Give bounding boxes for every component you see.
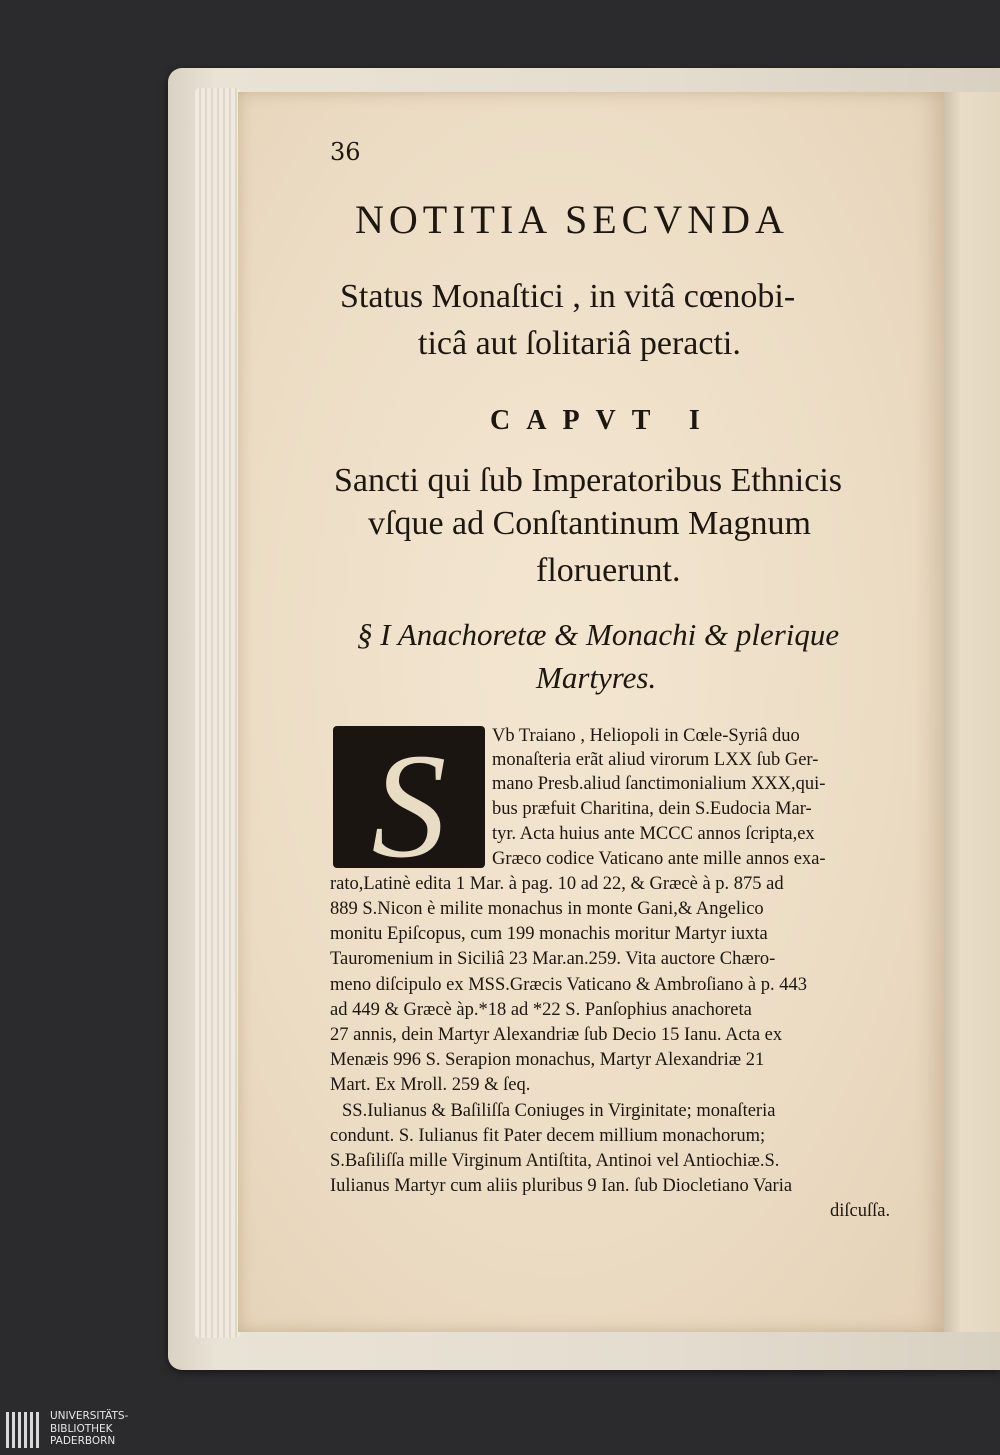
initial-letter: S [371,723,447,889]
decorated-initial [333,723,485,889]
body-line: rato,Latinè edita 1 Mar. à pag. 10 ad 22, & Græcè à p. 875 ad [330,874,784,894]
body-line: 27 annis, dein Martyr Alexandriæ ſub Decio 15 Ianu. Acta ex [330,1025,783,1045]
body-line: 889 S.Nicon è milite monachus in monte Gani,& Angelico [330,899,764,919]
chapter-heading-line-3: floruerunt. [536,552,681,589]
body-line: Tauromenium in Siciliâ 23 Mar.an.259. Vita auctore Chæro- [330,949,776,969]
logo-text [50,1410,128,1448]
page-number: 36 [330,138,361,166]
logo-line: PADERBORN [50,1435,116,1447]
logo-bars-icon [6,1412,42,1452]
body-line: diſcuſſa. [830,1201,891,1221]
body-line: condunt. S. Iulianus fit Pater decem millium monachorum; [330,1126,766,1146]
chapter-heading-line-2: vſque ad Conſtantinum Magnum [368,505,811,542]
body-line: Mart. Ex Mroll. 259 & ſeq. [330,1075,531,1095]
library-logo [0,1404,150,1455]
body-line: Iulianus Martyr cum aliis pluribus 9 Ian. ſub Diocletiano Varia [330,1176,793,1196]
body-line: monitu Epiſcopus, cum 199 monachis moritur Martyr iuxta [330,924,768,944]
body-line: meno diſcipulo ex MSS.Græcis Vaticano & Ambroſiano à p. 443 [330,975,808,995]
body-line: SS.Iulianus & Baſiliſſa Coniuges in Virginitate; monaſteria [342,1101,776,1121]
body-line: bus præfuit Charitina, dein S.Eudocia Mar- [492,799,812,819]
section-heading-line-2: Martyres. [536,660,657,695]
subtitle-line-1: Status Monaſtici , in vitâ cœnobi- [340,278,796,315]
chapter-heading-line-1: Sancti qui ſub Imperatoribus Ethnicis [334,462,843,499]
body-line: Menæis 996 S. Serapion monachus, Martyr Alexandriæ 21 [330,1050,765,1070]
page-edges [195,88,240,1338]
body-line: Græco codice Vaticano ante mille annos exa- [492,849,826,869]
body-line: S.Baſiliſſa mille Virginum Antiſtita, Antinoi vel Antiochiæ.S. [330,1151,780,1171]
logo-line: BIBLIOTHEK [50,1422,113,1435]
chapter-label: CAPVT I [490,405,716,436]
logo-line: UNIVERSITÄTS- [50,1410,129,1422]
page-title: NOTITIA SECVNDA [355,197,789,242]
body-line: tyr. Acta huius ante MCCC annos ſcripta,ex [492,824,815,844]
section-heading-line-1: § I Anachoretæ & Monachi & plerique [357,617,840,652]
facing-page-edge [944,92,1000,1332]
body-line: ad 449 & Græcè àp.*18 ad *22 S. Panſophius anachoreta [330,1000,752,1020]
body-line: monaſteria erãt aliud virorum LXX ſub Ger- [492,750,819,770]
subtitle-line-2: ticâ aut ſolitariâ peracti. [418,325,741,362]
body-line: mano Presb.aliud ſanctimonialium XXX,qui- [492,774,826,794]
body-line: Vb Traiano , Heliopoli in Cœle-Syriâ duo [492,726,800,746]
